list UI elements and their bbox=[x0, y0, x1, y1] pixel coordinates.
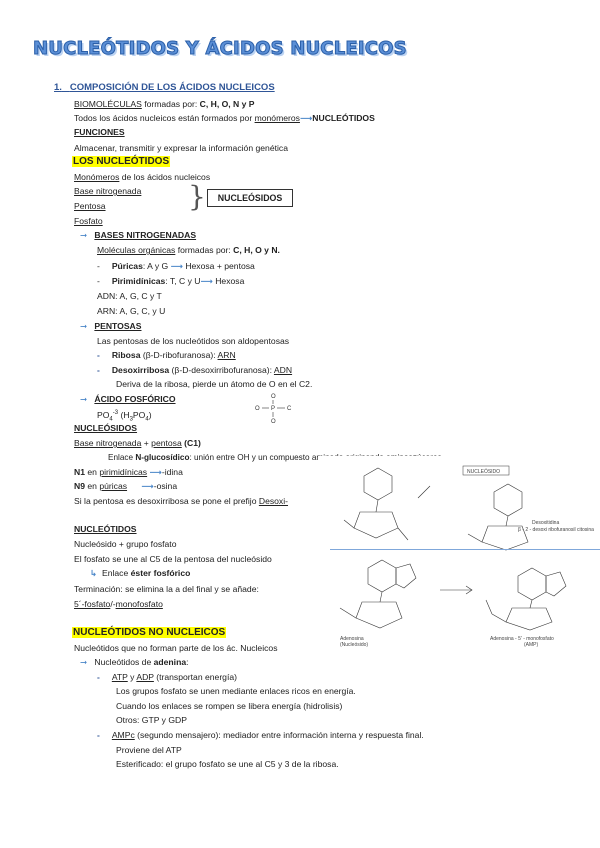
section-title: COMPOSICIÓN DE LOS ÁCIDOS NUCLEICOS bbox=[69, 82, 275, 93]
text: Moléculas orgánicas bbox=[97, 245, 176, 255]
atp-l3: Otros: GTP y GDP bbox=[116, 715, 187, 725]
nucleotide-figure bbox=[300, 552, 600, 648]
nucleosidos-heading: NUCLEÓSIDOS bbox=[74, 423, 138, 433]
text: éster fosfórico bbox=[130, 568, 191, 578]
ampc-l2: Esterificado: el grupo fosfato se une al C5 y 3 de la ribosa. bbox=[116, 759, 339, 769]
funciones-label: FUNCIONES bbox=[74, 127, 125, 137]
text: adenina bbox=[153, 657, 187, 667]
text: N9 bbox=[74, 481, 85, 491]
text: formadas por: bbox=[175, 245, 234, 255]
phosphate-structure bbox=[253, 390, 303, 430]
text: AMPc bbox=[111, 730, 135, 740]
arrow-right-icon: ⟶ bbox=[200, 276, 213, 286]
figure-divider bbox=[330, 549, 600, 550]
text: Si la pentosa es desoxirribosa se pone el prefijo bbox=[74, 496, 259, 506]
arrow-right-icon: ➞ bbox=[80, 657, 88, 667]
arrow-right-icon: ⟶ bbox=[170, 261, 183, 271]
text: (C1) bbox=[181, 438, 201, 448]
arrow-right-icon: ⟶ bbox=[149, 467, 162, 477]
atp-line: - ATP y ADP (transportan energía) bbox=[97, 672, 237, 682]
arn-bases: ARN: A, G, C, y U bbox=[97, 306, 166, 316]
text: BASES NITROGENADAS bbox=[94, 230, 197, 240]
amp-caption2: (AMP) bbox=[524, 642, 539, 648]
text: N1 bbox=[74, 467, 85, 477]
arrow-right-icon: ⟶ bbox=[299, 113, 313, 123]
adenosina-caption2: (Nucleósido) bbox=[340, 642, 369, 648]
ampc-line: - AMPc (segundo mensajero): mediador entre información interna y respuesta final. bbox=[97, 730, 424, 740]
text: LOS NUCLEÓTIDOS bbox=[73, 156, 170, 167]
text: (β-D-desoxirribofuranosa): bbox=[169, 365, 274, 375]
text: monómeros bbox=[254, 113, 300, 123]
text: Púricas bbox=[111, 261, 143, 271]
biomoleculas-line bbox=[74, 99, 255, 110]
sufijo bbox=[74, 599, 163, 610]
fosfato-c5: El fosfato se une al C5 de la pentosa del nucleósido bbox=[74, 554, 272, 564]
pentosa: Pentosa bbox=[74, 201, 106, 211]
monomeros-line bbox=[74, 113, 375, 124]
text: /- bbox=[110, 599, 116, 609]
nucleoside-fig-label: NUCLEÓSIDO bbox=[467, 469, 501, 475]
enlace-ester bbox=[90, 568, 190, 579]
text: ADN bbox=[273, 365, 293, 375]
text: y bbox=[127, 672, 137, 682]
adenina-line bbox=[80, 657, 189, 668]
text: en bbox=[85, 467, 100, 477]
text: : T, C y U bbox=[165, 276, 201, 286]
arrow-right-icon: ➞ bbox=[80, 230, 88, 240]
no-nucleicos-intro: Nucleótidos que no forman parte de los ác. Nucleicos bbox=[74, 643, 278, 653]
pirimidinicas-line: - Pirimidínicas: T, C y U⟶ Hexosa bbox=[97, 276, 245, 286]
nucleosidos-box: NUCLEÓSIDOS bbox=[207, 189, 293, 207]
arrow-curved-icon: ↳ bbox=[90, 568, 98, 578]
text: (transportan energía) bbox=[153, 672, 237, 682]
pentosas-heading bbox=[80, 321, 142, 332]
nucleotidos-def: Nucleósido + grupo fosfato bbox=[74, 539, 177, 549]
text: 3 bbox=[129, 416, 133, 423]
text: pirimidínicas bbox=[99, 467, 148, 477]
text: Enlace bbox=[101, 568, 131, 578]
text: Desoxi- bbox=[258, 496, 289, 506]
text: ÁCIDO FOSFÓRICO bbox=[94, 394, 176, 404]
pentosas-intro: Las pentosas de los nucleótidos son aldopentosas bbox=[97, 336, 290, 346]
nucleotidos-heading: NUCLEÓTIDOS bbox=[74, 524, 137, 534]
text: Base nitrogenada bbox=[74, 438, 142, 448]
puricas-line: - Púricas: A y G ⟶ Hexosa + pentosa bbox=[97, 261, 255, 271]
fosforico-heading bbox=[80, 394, 176, 405]
text: (β-D-ribofuranosa): bbox=[140, 350, 218, 360]
bases-heading bbox=[80, 230, 196, 241]
text: ARN bbox=[217, 350, 236, 360]
biomoleculas-label: BIOMOLÉCULAS bbox=[74, 99, 142, 109]
text: 5´-fosfato bbox=[74, 599, 111, 609]
text: 4 bbox=[109, 416, 113, 423]
struct-o-top: O bbox=[271, 394, 276, 400]
desoxirribosa-line: - Desoxirribosa (β-D-desoxirribofuranosa): ADN bbox=[97, 365, 293, 375]
text: púricas bbox=[99, 481, 128, 491]
text: pentosa bbox=[151, 438, 182, 448]
text: C, H, O, N y P bbox=[199, 99, 255, 109]
text: C, H, O y N. bbox=[233, 245, 280, 255]
bases-def bbox=[97, 245, 280, 256]
text: monofosfato bbox=[115, 599, 163, 609]
page-title: NUCLEÓTIDOS Y ÁCIDOS NUCLEICOS bbox=[33, 38, 407, 59]
text: ADP bbox=[136, 672, 154, 682]
text: NUCLEÓTIDOS bbox=[312, 113, 375, 123]
text: -osina bbox=[153, 481, 178, 491]
nucleosidos-def bbox=[74, 438, 201, 449]
text: (segundo mensajero): mediador entre información interna y respuesta final. bbox=[134, 730, 424, 740]
struct-o-bottom: O bbox=[271, 419, 276, 425]
text: PO bbox=[132, 409, 146, 420]
text: -3 bbox=[112, 410, 119, 416]
section-heading bbox=[54, 82, 275, 93]
base-nitrogenada: Base nitrogenada bbox=[74, 186, 142, 196]
text: de los ácidos nucleicos bbox=[119, 172, 211, 182]
adenosina-caption: Adenosina bbox=[340, 636, 364, 642]
nucleotidos-heading bbox=[72, 156, 170, 167]
text: : bbox=[186, 657, 189, 667]
text: Ribosa bbox=[111, 350, 141, 360]
struct-p: P bbox=[271, 406, 276, 412]
text: Nucleótidos de bbox=[94, 657, 154, 667]
adn-bases: ADN: A, G, C y T bbox=[97, 291, 162, 301]
n1-line bbox=[74, 467, 183, 478]
text: Desoxirribosa bbox=[111, 365, 170, 375]
struct-o-left: O bbox=[255, 406, 260, 412]
text: en bbox=[85, 481, 100, 491]
text: : unión entre OH y un compuesto aminado originando aminoazúcares bbox=[189, 453, 442, 462]
text: : A y G bbox=[142, 261, 169, 271]
funciones-text: Almacenar, transmitir y expresar la información genética bbox=[74, 143, 288, 153]
nucleoside-fig-caption: Desoxitidina bbox=[532, 520, 560, 526]
text: + bbox=[141, 438, 152, 448]
text: -idina bbox=[161, 467, 183, 477]
ribosa-line: - Ribosa (β-D-ribofuranosa): ARN bbox=[97, 350, 236, 360]
text: PENTOSAS bbox=[94, 321, 142, 331]
text: Pirimidínicas bbox=[111, 276, 166, 286]
text: Hexosa bbox=[215, 276, 245, 286]
no-nucleicos-heading bbox=[72, 627, 226, 638]
text: formadas por: bbox=[141, 99, 200, 109]
brace-icon: } bbox=[188, 180, 206, 213]
fosfato: Fosfato bbox=[74, 216, 103, 226]
struct-c: C bbox=[287, 406, 292, 412]
n9-line bbox=[74, 481, 177, 492]
text: Enlace bbox=[108, 453, 136, 462]
text: (H bbox=[118, 409, 130, 420]
terminacion: Terminación: se elimina la a del final y se añade: bbox=[74, 584, 259, 594]
text: PO bbox=[97, 409, 110, 420]
text: Todos los ácidos nucleicos están formados por bbox=[74, 113, 255, 123]
ampc-l1: Proviene del ATP bbox=[116, 745, 182, 755]
text: NUCLEÓTIDOS NO NUCLEICOS bbox=[73, 627, 226, 638]
arrow-right-icon: ➞ bbox=[80, 394, 88, 404]
nucleoside-figure bbox=[318, 456, 600, 552]
text: ) bbox=[148, 409, 152, 420]
arrow-right-icon: ➞ bbox=[80, 321, 88, 331]
atp-l2: Cuando los enlaces se rompen se libera energía (hidrolisis) bbox=[116, 701, 343, 711]
text: Monómeros bbox=[74, 172, 120, 182]
text: ATP bbox=[111, 672, 128, 682]
deriva-text: Deriva de la ribosa, pierde un átomo de O en el C2. bbox=[116, 379, 313, 389]
desoxi-prefix bbox=[74, 496, 288, 507]
text: 4 bbox=[145, 416, 149, 423]
section-number: 1. bbox=[54, 82, 62, 93]
amp-caption: Adenosina - 5' - monofosfato bbox=[490, 636, 554, 642]
text: Hexosa + pentosa bbox=[185, 261, 255, 271]
atp-l1: Los grupos fosfato se unen mediante enlaces ricos en energía. bbox=[116, 686, 356, 696]
arrow-right-icon: ⟶ bbox=[141, 481, 154, 491]
nucleoside-fig-caption2: β - 2 - desoxi ribofuranosil citosina bbox=[518, 527, 594, 533]
text: N-glucosídico bbox=[135, 453, 190, 462]
